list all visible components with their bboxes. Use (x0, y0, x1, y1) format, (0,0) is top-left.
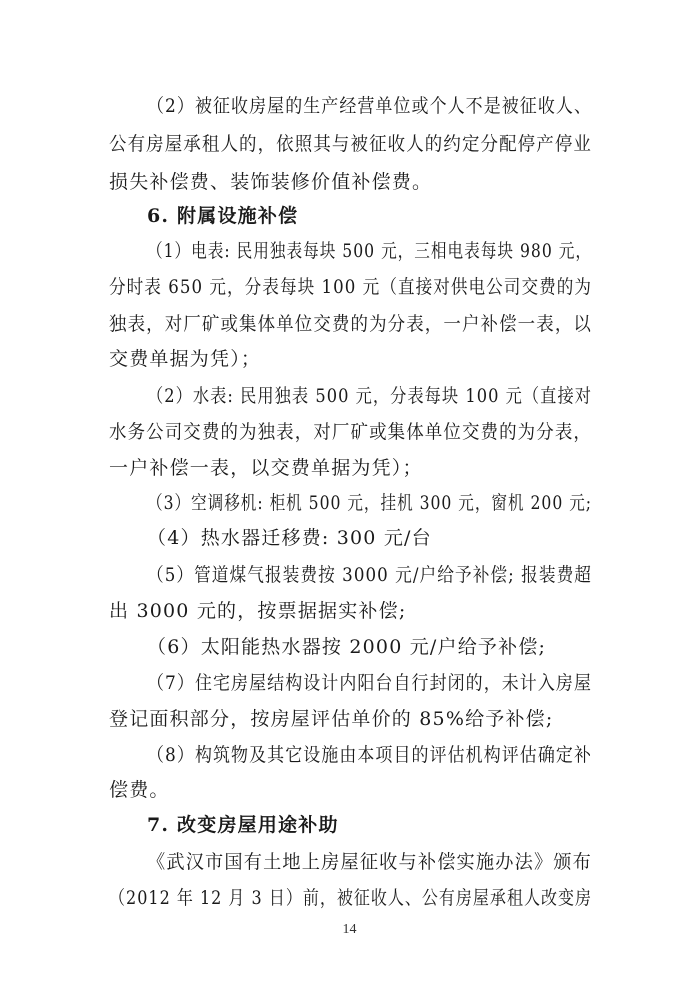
section-heading: 7. 改变房屋用途补助 (147, 814, 339, 836)
paragraph-line: （2）水表: 民用独表 500 元，分表每块 100 元（直接对 (147, 385, 592, 407)
paragraph-line: （7）住宅房屋结构设计内阳台自行封闭的，未计入房屋 (147, 672, 592, 694)
paragraph-line: （3）空调移机: 柜机 500 元，挂机 300 元，窗机 200 元; (147, 492, 593, 514)
paragraph-line: （2）被征收房屋的生产经营单位或个人不是被征收人、 (147, 95, 592, 117)
paragraph-line: 登记面积部分，按房屋评估单价的 85%给予补偿; (109, 708, 554, 730)
section-heading: 6. 附属设施补偿 (147, 205, 299, 227)
paragraph-line: 偿费。 (109, 779, 170, 801)
paragraph-line: 一户补偿一表，以交费单据为凭）； (109, 457, 423, 479)
paragraph-line: 出 3000 元的，按票据据实补偿; (109, 600, 407, 622)
paragraph-line: （1）电表: 民用独表每块 500 元，三相电表每块 980 元， (147, 240, 592, 262)
page-number: 14 (342, 922, 357, 937)
paragraph-line: 分时表 650 元，分表每块 100 元（直接对供电公司交费的为 (109, 276, 593, 298)
paragraph-line: （6）太阳能热水器按 2000 元/户给予补偿; (147, 636, 547, 658)
paragraph-line: （4）热水器迁移费: 300 元/台 (147, 527, 432, 549)
paragraph-line: 水务公司交费的为独表，对厂矿或集体单位交费的为分表， (109, 421, 592, 443)
paragraph-line: 损失补偿费、装饰装修价值补偿费。 (109, 171, 433, 193)
paragraph-line: 独表，对厂矿或集体单位交费的为分表，一户补偿一表，以 (109, 313, 592, 335)
paragraph-line: 交费单据为凭）； (109, 348, 262, 370)
paragraph-line: 公有房屋承租人的，依照其与被征收人的约定分配停产停业 (109, 133, 592, 155)
paragraph-line: （5）管道煤气报装费按 3000 元/户给予补偿; 报装费超 (147, 564, 593, 586)
paragraph-line: （2012 年 12 月 3 日）前，被征收人、公有房屋承租人改变房 (109, 887, 592, 909)
paragraph-line: （8）构筑物及其它设施由本项目的评估机构评估确定补 (147, 744, 592, 766)
paragraph-line: 《武汉市国有土地上房屋征收与补偿实施办法》颁布 (147, 851, 593, 873)
